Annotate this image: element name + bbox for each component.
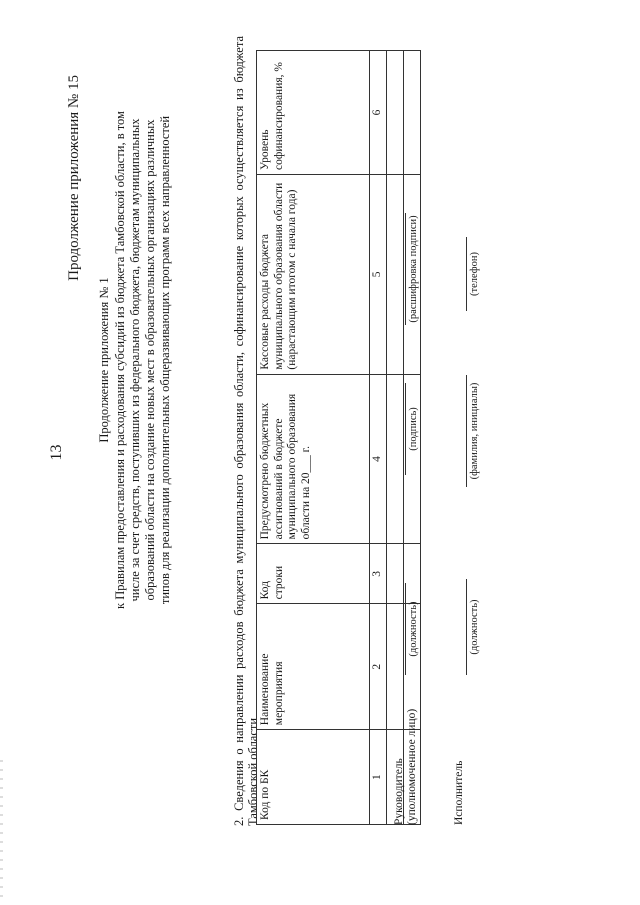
executor-position-line [466, 579, 467, 675]
page-number: 13 [48, 444, 65, 461]
table-cell [387, 544, 404, 604]
header-cell: Код по БК [257, 730, 370, 825]
table-cell [387, 374, 404, 544]
column-number: 1 [370, 730, 387, 825]
table-cell [404, 51, 421, 175]
column-number: 2 [370, 604, 387, 730]
header-cell: Наименование мероприятия [257, 604, 370, 730]
executor-phone-line [466, 237, 467, 311]
head-position-line [405, 583, 406, 675]
column-number: 5 [370, 174, 387, 374]
head-signature-caption: (подпись) [408, 407, 419, 451]
executor-name-line [466, 375, 467, 487]
header-cell: Код строки [257, 544, 370, 604]
executor-phone-caption: (телефон) [469, 252, 480, 296]
head-label: Руководитель (уполномоченное лицо) [393, 708, 418, 825]
column-number: 6 [370, 51, 387, 175]
section-title: 2. Сведения о направлении расходов бюджета муниципального образования области, софинансирование которых осуществляется из бюджета Тамбовской области [232, 36, 260, 826]
column-number: 3 [370, 544, 387, 604]
column-number-row [370, 51, 387, 825]
executor-position-caption: (должность) [469, 599, 480, 655]
annex-note-text: к Правилам предоставления и расходования субсидий из бюджета Тамбовской области, в том числе за счет средств, поступивших из федерального бюджета, бюджетам муниципальных образований области на создание новых мест в образовательных организациях различных типов для реализации дополнительных общеразвивающих программ всех направленностей [113, 111, 172, 609]
annex-note-continuation: Продолжение приложения № 1 [97, 277, 111, 443]
table-header-row [257, 51, 370, 825]
executor-label: Исполнитель [453, 760, 465, 825]
table-cell [387, 51, 404, 175]
head-name-caption: (расшифровка подписи) [408, 215, 419, 323]
continuation-header: Продолжение приложения № 15 [66, 75, 82, 281]
head-name-line [405, 213, 406, 325]
column-number: 4 [370, 374, 387, 544]
executor-name-caption: (фамилия, инициалы) [469, 382, 480, 480]
head-position-caption: (должность) [408, 601, 419, 657]
table-cell [387, 174, 404, 374]
head-signature-line [405, 383, 406, 475]
header-cell: Кассовые расходы бюджета муниципального образования области (нарастающим итогом с начала года) [257, 174, 370, 374]
annex-note [97, 110, 173, 610]
header-cell: Предусмотрено бюджетных ассигнований в бюджете муниципального образования области на 20___ г. [257, 374, 370, 544]
header-cell: Уровень софинансирования, % [257, 51, 370, 175]
